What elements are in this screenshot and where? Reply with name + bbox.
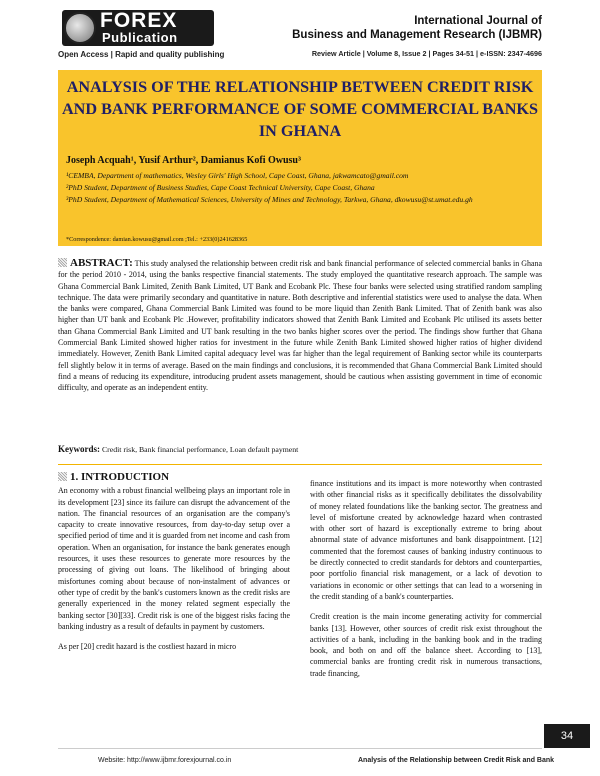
keywords — [58, 444, 298, 454]
paragraph: finance institutions and its impact is more noteworthy when contrasted with other financial risks as it specifically debilitates the dissolvability of money related foundations like the banking sector. The greatness and level of misfortune created by acknowledge hazard when contrasted with other sort of hazard is exceptionally extreme to bring about abnormal state of advance misfortunes and bank disappointment. [12] commented that the foremost causes of banking industry continuous to be directly connected to credit standards for debtors and counterparties, poor portfolio financial risk management, or a lack of devotion to variations in economic or other settings that can lead to a worsening in the credit standing of a bank's counterparties. — [310, 479, 542, 601]
section-heading — [58, 472, 290, 483]
column-left — [58, 472, 290, 661]
article-meta: Review Article | Volume 8, Issue 2 | Pages 34-51 | e-ISSN: 2347-4696 — [311, 49, 542, 58]
paragraph: As per [20] credit hazard is the costliest hazard in micro — [58, 642, 237, 652]
affiliation-1: ¹CEMBA, Department of mathematics, Wesley Girls' High School, Cape Coast, Ghana, jakwamcato@gmail.com — [66, 171, 409, 180]
footer — [58, 748, 555, 768]
abstract — [58, 258, 542, 394]
paragraph: An economy with a robust financial wellbeing plays an important role in its development [23] since its failure can disrupt the advancement of the nation. The financial resources of an organisation are the company's capacity to create innovative resources, from day-to-day setup over a specified period of time and it is guarded from net income and cash from operation. When an organisation, for instance the bank generates enough resources, it uses these resources to generate more resources by the processing of giving out loans. The likelihood of bringing about misfortunes coming about because of non-instalment of advances or other type of credit by the bank's customers known as the credit risks are generally experienced in the money related segment especially the banking sector [30][33]. Credit risk is one of the biggest risks facing the banking industry as a result of defaults in payment by customers. — [58, 486, 290, 631]
abstract-heading: ABSTRACT: — [70, 257, 133, 269]
paper-title: ANALYSIS OF THE RELATIONSHIP BETWEEN CREDIT RISK AND BANK PERFORMANCE OF SOME COMMERCIAL BANKS IN GHANA — [61, 78, 539, 140]
tagline: Open Access | Rapid and quality publishing — [58, 50, 225, 59]
abstract-text: This study analysed the relationship between credit risk and bank financial performance of selected commercial banks in Ghana for the period 2010 - 2014, using the banks respective financial statements. The study employed the quantitative research approach. The sample was Ghana Commercial Bank Limited, Zenith Bank Limited, UT Bank and Ecobank Plc. These four banks were selected using stratified random sampling technique. The data were primarily secondary and quantitative in nature. Both descriptive and inferential statistics were used to analyse the data. When the banks were compared, Ghana Commercial Bank Limited was found to be more liquid than Zenith Bank Limited. That of Zenith bank was also higher than UT bank and Ecobank Plc .However, profitability indicators showed that Zenith Bank Limited and Ecobank Plc utilised its assets better than Ghana Commercial Bank Limited and UT bank resulting in the two banks higher scores over the period. The findings show further that Ghana Commercial Bank Limited showed higher ratios for investment in the future while Zenith Bank Limited showed higher ratios of higher dividend immediately. However, Zenith Bank Limited capital adequacy level was far higher than the legal requirement of Banking sector while its counterparts fell slightly below it in terms of average. Based on the main findings and conclusions, it is recommended that Ghana Commercial Bank Limited should find a means of reducing its expenditure, introducing prudent assets management, should be cautious when assisting government in time of economic difficulty, and operate as an independent entity. — [58, 259, 542, 393]
column-right — [310, 478, 542, 688]
section-marker-icon — [58, 472, 67, 481]
publisher-logo — [62, 10, 214, 46]
section-marker-icon — [58, 258, 67, 267]
affiliation-2: ²PhD Student, Department of Business Studies, Cape Coast Technical University, Cape Coast, Ghana — [66, 183, 375, 192]
affiliation-3: ³PhD Student, Department of Mathematical Sciences, University of Mines and Technology, Tarkwa, Ghana, dkowusu@st.umat.edu.gh — [66, 195, 473, 204]
affiliations — [66, 170, 526, 206]
authors: Joseph Acquah¹, Yusif Arthur², Damianus Kofi Owusu³ — [66, 155, 301, 166]
logo-line1: FOREX — [100, 9, 178, 32]
logo-line2: Publication — [102, 30, 178, 45]
paragraph: Credit creation is the main income generating activity for commercial banks [13]. However, other sources of credit risk exist throughout the activities of a bank, including in the banking book and in the trading book, and both on and off the balance sheet. According to [13], commercial banks are fronting credit risk in numerous transactions, trade financing, — [310, 612, 542, 678]
keywords-text: Credit risk, Bank financial performance, Loan default payment — [101, 445, 299, 454]
journal-name — [282, 14, 542, 42]
journal-line2: Business and Management Research (IJBMR) — [292, 29, 542, 41]
running-title: Analysis of the Relationship between Credit Risk and Bank — [358, 757, 555, 764]
page-number: 34 — [544, 724, 590, 748]
keywords-heading: Keywords: — [58, 444, 100, 454]
journal-line1: International Journal of — [414, 15, 542, 27]
website-link[interactable]: Website: http://www.ijbmr.forexjournal.co.in — [98, 757, 232, 764]
divider — [58, 464, 542, 465]
globe-icon — [64, 12, 96, 44]
intro-heading: 1. INTRODUCTION — [70, 471, 170, 483]
correspondence: *Correspondence: damian.kowusu@gmail.com ;Tel.: +233(0)241628365 — [66, 236, 248, 243]
